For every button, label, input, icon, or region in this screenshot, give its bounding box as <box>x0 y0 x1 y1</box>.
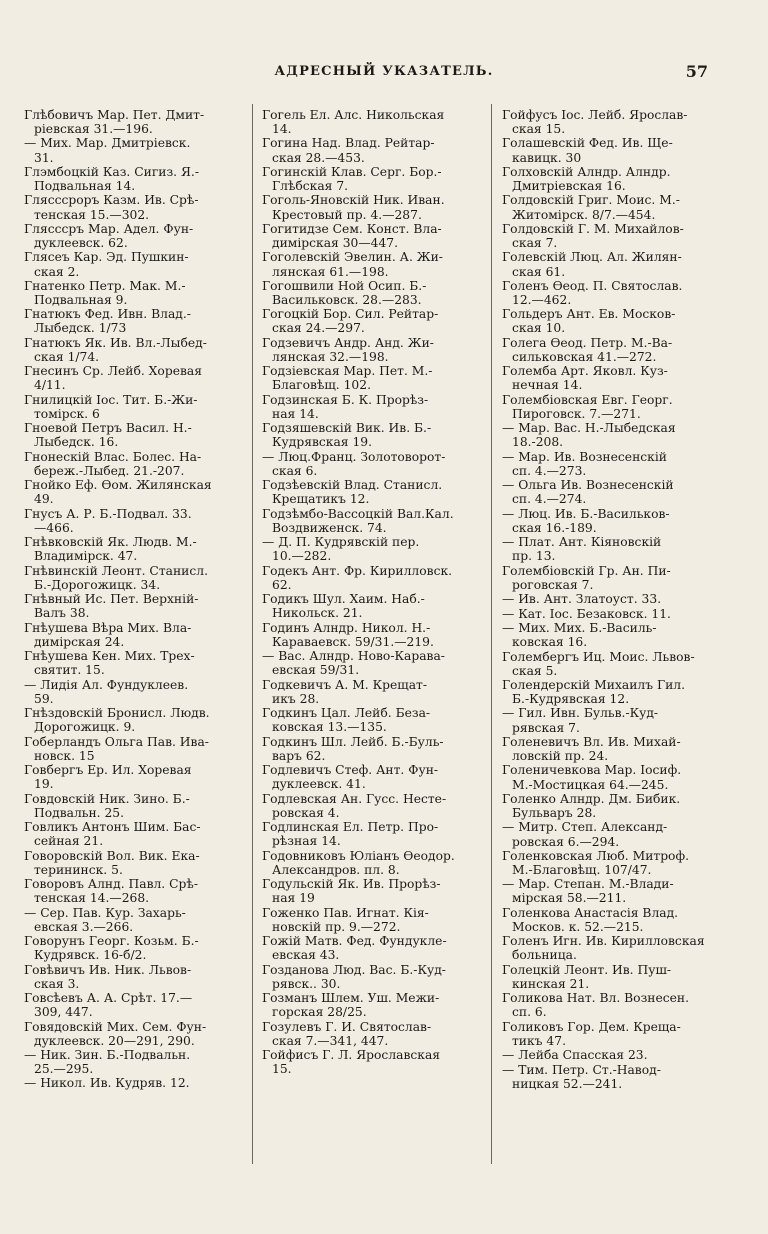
directory-entry: Гноевой Петръ Васил. Н.- Лыбедск. 16. <box>24 421 192 450</box>
directory-entry: Говорунъ Георг. Козьм. Б.- Кудрявск. 16-б/2. <box>24 934 199 963</box>
directory-entry: Голецкій Леонт. Ив. Пуш- кинская 21. <box>502 962 672 991</box>
directory-entry: — Лейба Спасская 23. <box>502 1048 648 1063</box>
directory-entry: Глѣбовичъ Мар. Пет. Дмит- ріевская 31.—196. <box>24 108 205 137</box>
directory-entry: Гнатенко Петр. Мак. М.- Подвальная 9. <box>24 278 186 307</box>
directory-entry: — Митр. Степ. Александ- ровская 6.—294. <box>502 820 668 849</box>
directory-entry: Годинъ Алндр. Никол. Н.- Караваевск. 59/31.—219. <box>262 620 434 649</box>
directory-entry: Годзѣмбо-Вассоцкій Вал.Кал. Воздвиженск. 74. <box>262 506 454 535</box>
directory-entry: Говликъ Антонъ Шим. Бас- сейная 21. <box>24 820 201 849</box>
directory-entry: Годкинъ Шл. Лейб. Б.-Буль- варъ 62. <box>262 734 444 763</box>
directory-entry: Гнѣушева Кен. Мих. Трех- святит. 15. <box>24 649 195 678</box>
directory-entry: Гнатюкъ Як. Ив. Вл.-Лыбед- ская 1/74. <box>24 335 207 364</box>
column-divider <box>252 104 253 1164</box>
directory-entry: Гоголевскій Эвелин. А. Жи- лянская 61.—198. <box>262 250 443 279</box>
directory-entry: — Тим. Петр. Ст.-Навод- ницкая 52.—241. <box>502 1062 661 1091</box>
directory-entry: Голенъ Игн. Ив. Кирилловская больница. <box>502 934 705 963</box>
directory-entry: Гнойко Еф. Ѳом. Жилянская 49. <box>24 478 212 507</box>
directory-entry: Голашевскій Фед. Ив. Ще- кавицк. 30 <box>502 136 673 165</box>
directory-entry: Голеневичъ Вл. Ив. Михай- ловскій пр. 24. <box>502 734 681 764</box>
directory-entry: — Мар. Степан. М.-Влади- мірская 58.—211. <box>502 877 674 906</box>
directory-entry: Гогель Ел. Алс. Никольская 14. <box>262 108 445 137</box>
page-number: 57 <box>685 62 708 81</box>
directory-entry: Годекъ Ант. Фр. Кирилловск. 62. <box>262 563 453 592</box>
directory-entry: Гнѣвковскій Як. Людв. М.- Владимірск. 47. <box>24 535 197 564</box>
directory-entry: Гозманъ Шлем. Уш. Межи- горская 28/25. <box>262 991 440 1020</box>
directory-entry: — Ник. Зин. Б.-Подвальн. 25.—295. <box>24 1047 191 1077</box>
column-3 <box>502 108 724 1091</box>
directory-entry: — Сер. Пав. Кур. Захарь- евская 3.—266. <box>24 905 186 934</box>
directory-entry: Голховскій Алндр. Алндр. Дмитріевская 16. <box>502 164 671 194</box>
directory-entry: — Мар. Ив. Вознесенскій сп. 4.—273. <box>502 449 667 478</box>
directory-entry: — Мих. Мих. Б.-Василь- ковская 16. <box>502 621 657 650</box>
directory-entry: Голенъ Ѳеод. П. Святослав. 12.—462. <box>502 278 683 307</box>
directory-entry: Голембіовская Евг. Георг. Пироговск. 7.—271. <box>502 392 673 421</box>
directory-entry: Годлевичъ Стеф. Ант. Фун- дуклеевск. 41. <box>262 763 439 792</box>
directory-entry: Годлевская Ан. Гусс. Несте- ровская 4. <box>262 791 447 820</box>
directory-entry: Глясеъ Кар. Эд. Пушкин- ская 2. <box>24 250 189 279</box>
directory-entry: Гнѣушева Вѣра Мих. Вла- димірская 24. <box>24 620 192 649</box>
directory-entry: Годовниковъ Юліанъ Ѳеодор. Александров. пл. 8. <box>262 848 455 877</box>
page-header <box>0 64 768 88</box>
directory-entry: — Д. П. Кудрявскій пер. 10.—282. <box>262 535 420 564</box>
directory-entry: — Никол. Ив. Кудряв. 12. <box>24 1076 190 1091</box>
directory-entry: Голенко Алндр. Дм. Бибик. Бульваръ 28. <box>502 791 681 821</box>
directory-entry: — Кат. Іос. Безаковск. 11. <box>502 606 671 621</box>
directory-entry: Гозулевъ Г. И. Святослав- ская 7.—341, 447. <box>262 1019 432 1048</box>
directory-entry: Годлинская Ел. Петр. Про- рѣзная 14. <box>262 820 439 849</box>
page-title: АДРЕСНЫЙ УКАЗАТЕЛЬ. <box>274 64 494 79</box>
directory-entry: Голиковъ Гор. Дем. Креща- тикъ 47. <box>502 1019 681 1048</box>
directory-entry: Голега Ѳеод. Петр. М.-Ва- сильковская 41.—272. <box>502 335 673 364</box>
directory-entry: Гожій Матв. Фед. Фундуклe- евская 43. <box>262 934 447 963</box>
directory-entry: — Лидія Ал. Фундуклеев. 59. <box>24 677 189 706</box>
directory-entry: Говѣвичъ Ив. Ник. Львов- ская 3. <box>24 962 192 991</box>
directory-entry: Гоберландъ Ольга Пав. Ива- новск. 15 <box>24 734 209 763</box>
directory-entry: — Люц. Ив. Б.-Васильков- ская 16.-189. <box>502 506 670 535</box>
directory-entry: Гоженко Пав. Игнат. Кія- новскій пр. 9.—272. <box>262 905 429 934</box>
directory-entry: Годзяшевскій Вик. Ив. Б.- Кудрявская 19. <box>262 421 432 450</box>
directory-entry: Гнатюкъ Фед. Ивн. Влад.- Лыбедск. 1/73 <box>24 307 191 336</box>
directory-entry: Голенкова Анастасія Влад. Москов. к. 52.—215. <box>502 905 679 934</box>
directory-entry: Говдовскій Ник. Зино. Б.- Подвальн. 25. <box>24 791 190 820</box>
directory-entry: Говоровскій Вол. Вик. Ека- терининск. 5. <box>24 848 200 877</box>
directory-entry: Глясссръ Мар. Адел. Фун- дуклеевск. 62. <box>24 221 194 251</box>
directory-entry: Годкевичъ А. М. Крещат- икъ 28. <box>262 677 427 706</box>
directory-entry: Гнѣвный Ис. Пет. Верхній- Валъ 38. <box>24 592 199 621</box>
directory-entry: Голендерскій Михаилъ Гил. Б.-Кудрявская 12. <box>502 677 686 707</box>
directory-entry: Гоголь-Яновскій Ник. Иван. Крестовый пр. 4.—287. <box>262 193 445 222</box>
directory-entry: Гозданова Люд. Вас. Б.-Куд- рявск.. 30. <box>262 962 446 991</box>
directory-entry: Годкинъ Цал. Лейб. Беза- ковская 13.—135. <box>262 706 431 735</box>
directory-entry: Говбергъ Ер. Ил. Хоревая 19. <box>24 763 192 792</box>
directory-entry: Гойфусъ Іос. Лейб. Ярослав- ская 15. <box>502 108 688 137</box>
directory-entry: — Люц.Франц. Золотоворот- ская 6. <box>262 449 446 478</box>
directory-entry: Годзіевская Мар. Пет. М.- Благовѣщ. 102. <box>262 364 433 393</box>
directory-entry: Гнонескій Влас. Болес. На- береж.-Лыбед. 21.-207. <box>24 449 202 478</box>
directory-entry: — Гил. Ивн. Бульв.-Куд- рявская 7. <box>502 706 659 735</box>
directory-entry: — Мих. Мар. Дмитріевск. 31. <box>24 136 191 165</box>
directory-entry: Голембергъ Иц. Моис. Львов- ская 5. <box>502 649 695 678</box>
directory-entry: Гогошвили Ной Осип. Б.- Васильковск. 28.—283. <box>262 278 427 307</box>
directory-entry: Гогитидзе Сем. Конст. Вла- димірская 30—447. <box>262 221 442 251</box>
directory-entry: Гогоцкій Бор. Сил. Рейтар- ская 24.—297. <box>262 307 439 336</box>
column-divider <box>491 104 492 1164</box>
directory-entry: Глясссроръ Казм. Ив. Срѣ- тенская 15.—302. <box>24 193 199 222</box>
directory-entry: Годикъ Шул. Хаим. Наб.- Никольск. 21. <box>262 592 425 621</box>
directory-entry: Гнесинъ Ср. Лейб. Хоревая 4/11. <box>24 364 202 393</box>
directory-entry: Голембіовскій Гр. Ан. Пи- роговская 7. <box>502 563 671 592</box>
directory-entry: — Вас. Алндр. Ново-Карава- евская 59/31. <box>262 649 445 678</box>
directory-entry: Голдовскій Григ. Моис. М.- Житомірск. 8/7.—454. <box>502 193 680 222</box>
directory-entry: — Ольга Ив. Вознесенскій сп. 4.—274. <box>502 478 674 507</box>
directory-entry: Гогинскій Клав. Серг. Бор.- Глѣбская 7. <box>262 164 442 194</box>
directory-entry: Гнусъ А. Р. Б.-Подвал. 33. —466. <box>24 506 192 535</box>
column-1 <box>24 108 242 1091</box>
directory-entry: Годзинская Б. К. Прорѣз- ная 14. <box>262 392 429 421</box>
directory-entry: Гнѣвинскій Леонт. Станисл. Б.-Дорогожицк. 34. <box>24 563 208 592</box>
directory-entry: Годзевичъ Андр. Анд. Жи- лянская 32.—198. <box>262 335 434 364</box>
directory-entry: Голенковская Люб. Митроф. М.-Благовѣщ. 107/47. <box>502 848 689 877</box>
directory-entry: Гойфисъ Г. Л. Ярославская 15. <box>262 1047 441 1077</box>
directory-entry: Годульскій Як. Ив. Прорѣз- ная 19 <box>262 877 441 906</box>
directory-entry: Голевскій Люц. Ал. Жилян- ская 61. <box>502 250 682 279</box>
directory-entry: Гогина Над. Влад. Рейтар- ская 28.—453. <box>262 136 435 165</box>
directory-entry: — Ив. Ант. Златоуст. 33. <box>502 592 662 607</box>
directory-entry: Говоровъ Алнд. Павл. Срѣ- тенская 14.—268. <box>24 877 198 906</box>
directory-entry: Голдовскій Г. М. Михайлов- ская 7. <box>502 221 684 251</box>
directory-entry: Гнилицкій Іос. Тит. Б.-Жи- томірск. 6 <box>24 392 198 421</box>
directory-entry: Голикова Нат. Вл. Вознесен. сп. 6. <box>502 991 690 1020</box>
directory-entry: Годзѣевскій Влад. Станисл. Крещатикъ 12. <box>262 478 443 507</box>
directory-entry: Глэмбоцкій Каз. Сигиз. Я.- Подвальная 14. <box>24 164 199 194</box>
directory-entry: Говядовскій Мих. Сем. Фун- дуклеевск. 20—291, 290. <box>24 1019 207 1048</box>
directory-entry: — Мар. Вас. Н.-Лыбедская 18.-208. <box>502 421 676 450</box>
directory-entry: Големба Арт. Яковл. Куз- нечная 14. <box>502 364 668 393</box>
directory-entry: — Плат. Ант. Кіяновскій пр. 13. <box>502 535 662 564</box>
directory-entry: Гнѣздовскій Бронисл. Людв. Дорогожицк. 9. <box>24 706 210 735</box>
directory-entry: Гольдеръ Ант. Ев. Москов- ская 10. <box>502 307 676 336</box>
directory-entry: Говсѣевъ А. А. Срѣт. 17.— 309, 447. <box>24 991 193 1020</box>
column-2 <box>262 108 478 1076</box>
directory-entry: Голеничевкова Мар. Іосиф. М.-Мостицкая 64.—245. <box>502 763 682 792</box>
